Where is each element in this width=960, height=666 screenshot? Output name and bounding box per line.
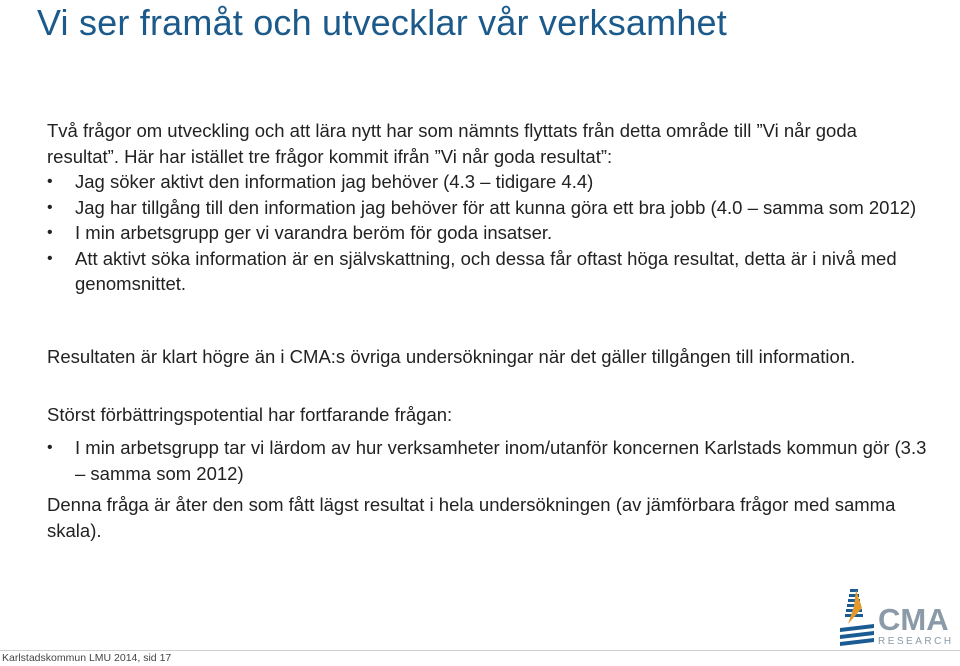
list-item: • Att aktivt söka information är en självskattning, och dessa får oftast höga resultat, detta är i nivå med genomsnittet. bbox=[47, 247, 897, 294]
bullet-icon: • bbox=[47, 439, 53, 456]
bullet-list-questions bbox=[47, 169, 927, 297]
logo-subtitle: RESEARCH bbox=[878, 636, 954, 647]
list-item: • I min arbetsgrupp tar vi lärdom av hur verksamheter inom/utanför koncernen Karlstads kommun gör (3.3 – samma som 2012) bbox=[47, 437, 927, 484]
intro-paragraph: Två frågor om utveckling och att lära nytt har som nämnts flyttats från detta område till ”Vi når goda resultat”. Här har istället tre frågor kommit ifrån ”Vi når goda resultat”: bbox=[47, 120, 857, 167]
list-item: • Jag har tillgång till den information jag behöver för att kunna göra ett bra jobb (4.0 – samma som 2012) bbox=[47, 195, 927, 221]
cma-logo bbox=[838, 586, 960, 648]
result-paragraph: Resultaten är klart högre än i CMA:s övriga undersökningar när det gäller tillgången till information. bbox=[47, 346, 856, 367]
closing-paragraph: Denna fråga är åter den som fått lägst resultat i hela undersökningen (av jämförbara frågor med samma skala). bbox=[47, 494, 896, 541]
potential-heading: Störst förbättringspotential har fortfarande frågan: bbox=[47, 404, 453, 425]
bullet-list-potential bbox=[47, 435, 927, 486]
logo-name: CMA bbox=[878, 602, 949, 637]
bullet-icon: • bbox=[47, 198, 53, 216]
list-item: • Jag söker aktivt den information jag behöver (4.3 – tidigare 4.4) bbox=[47, 169, 927, 195]
bullet-icon: • bbox=[47, 249, 53, 267]
slide-title: Vi ser framåt och utvecklar vår verksamhet bbox=[37, 2, 727, 43]
bullet-icon: • bbox=[47, 224, 53, 241]
footer-label: Karlstadskommun LMU 2014, sid 17 bbox=[2, 652, 172, 664]
bullet-icon: • bbox=[47, 173, 53, 190]
list-item: • I min arbetsgrupp ger vi varandra beröm för goda insatser. bbox=[47, 220, 927, 246]
footer-divider bbox=[0, 650, 960, 651]
cma-logo-icon bbox=[840, 589, 874, 646]
